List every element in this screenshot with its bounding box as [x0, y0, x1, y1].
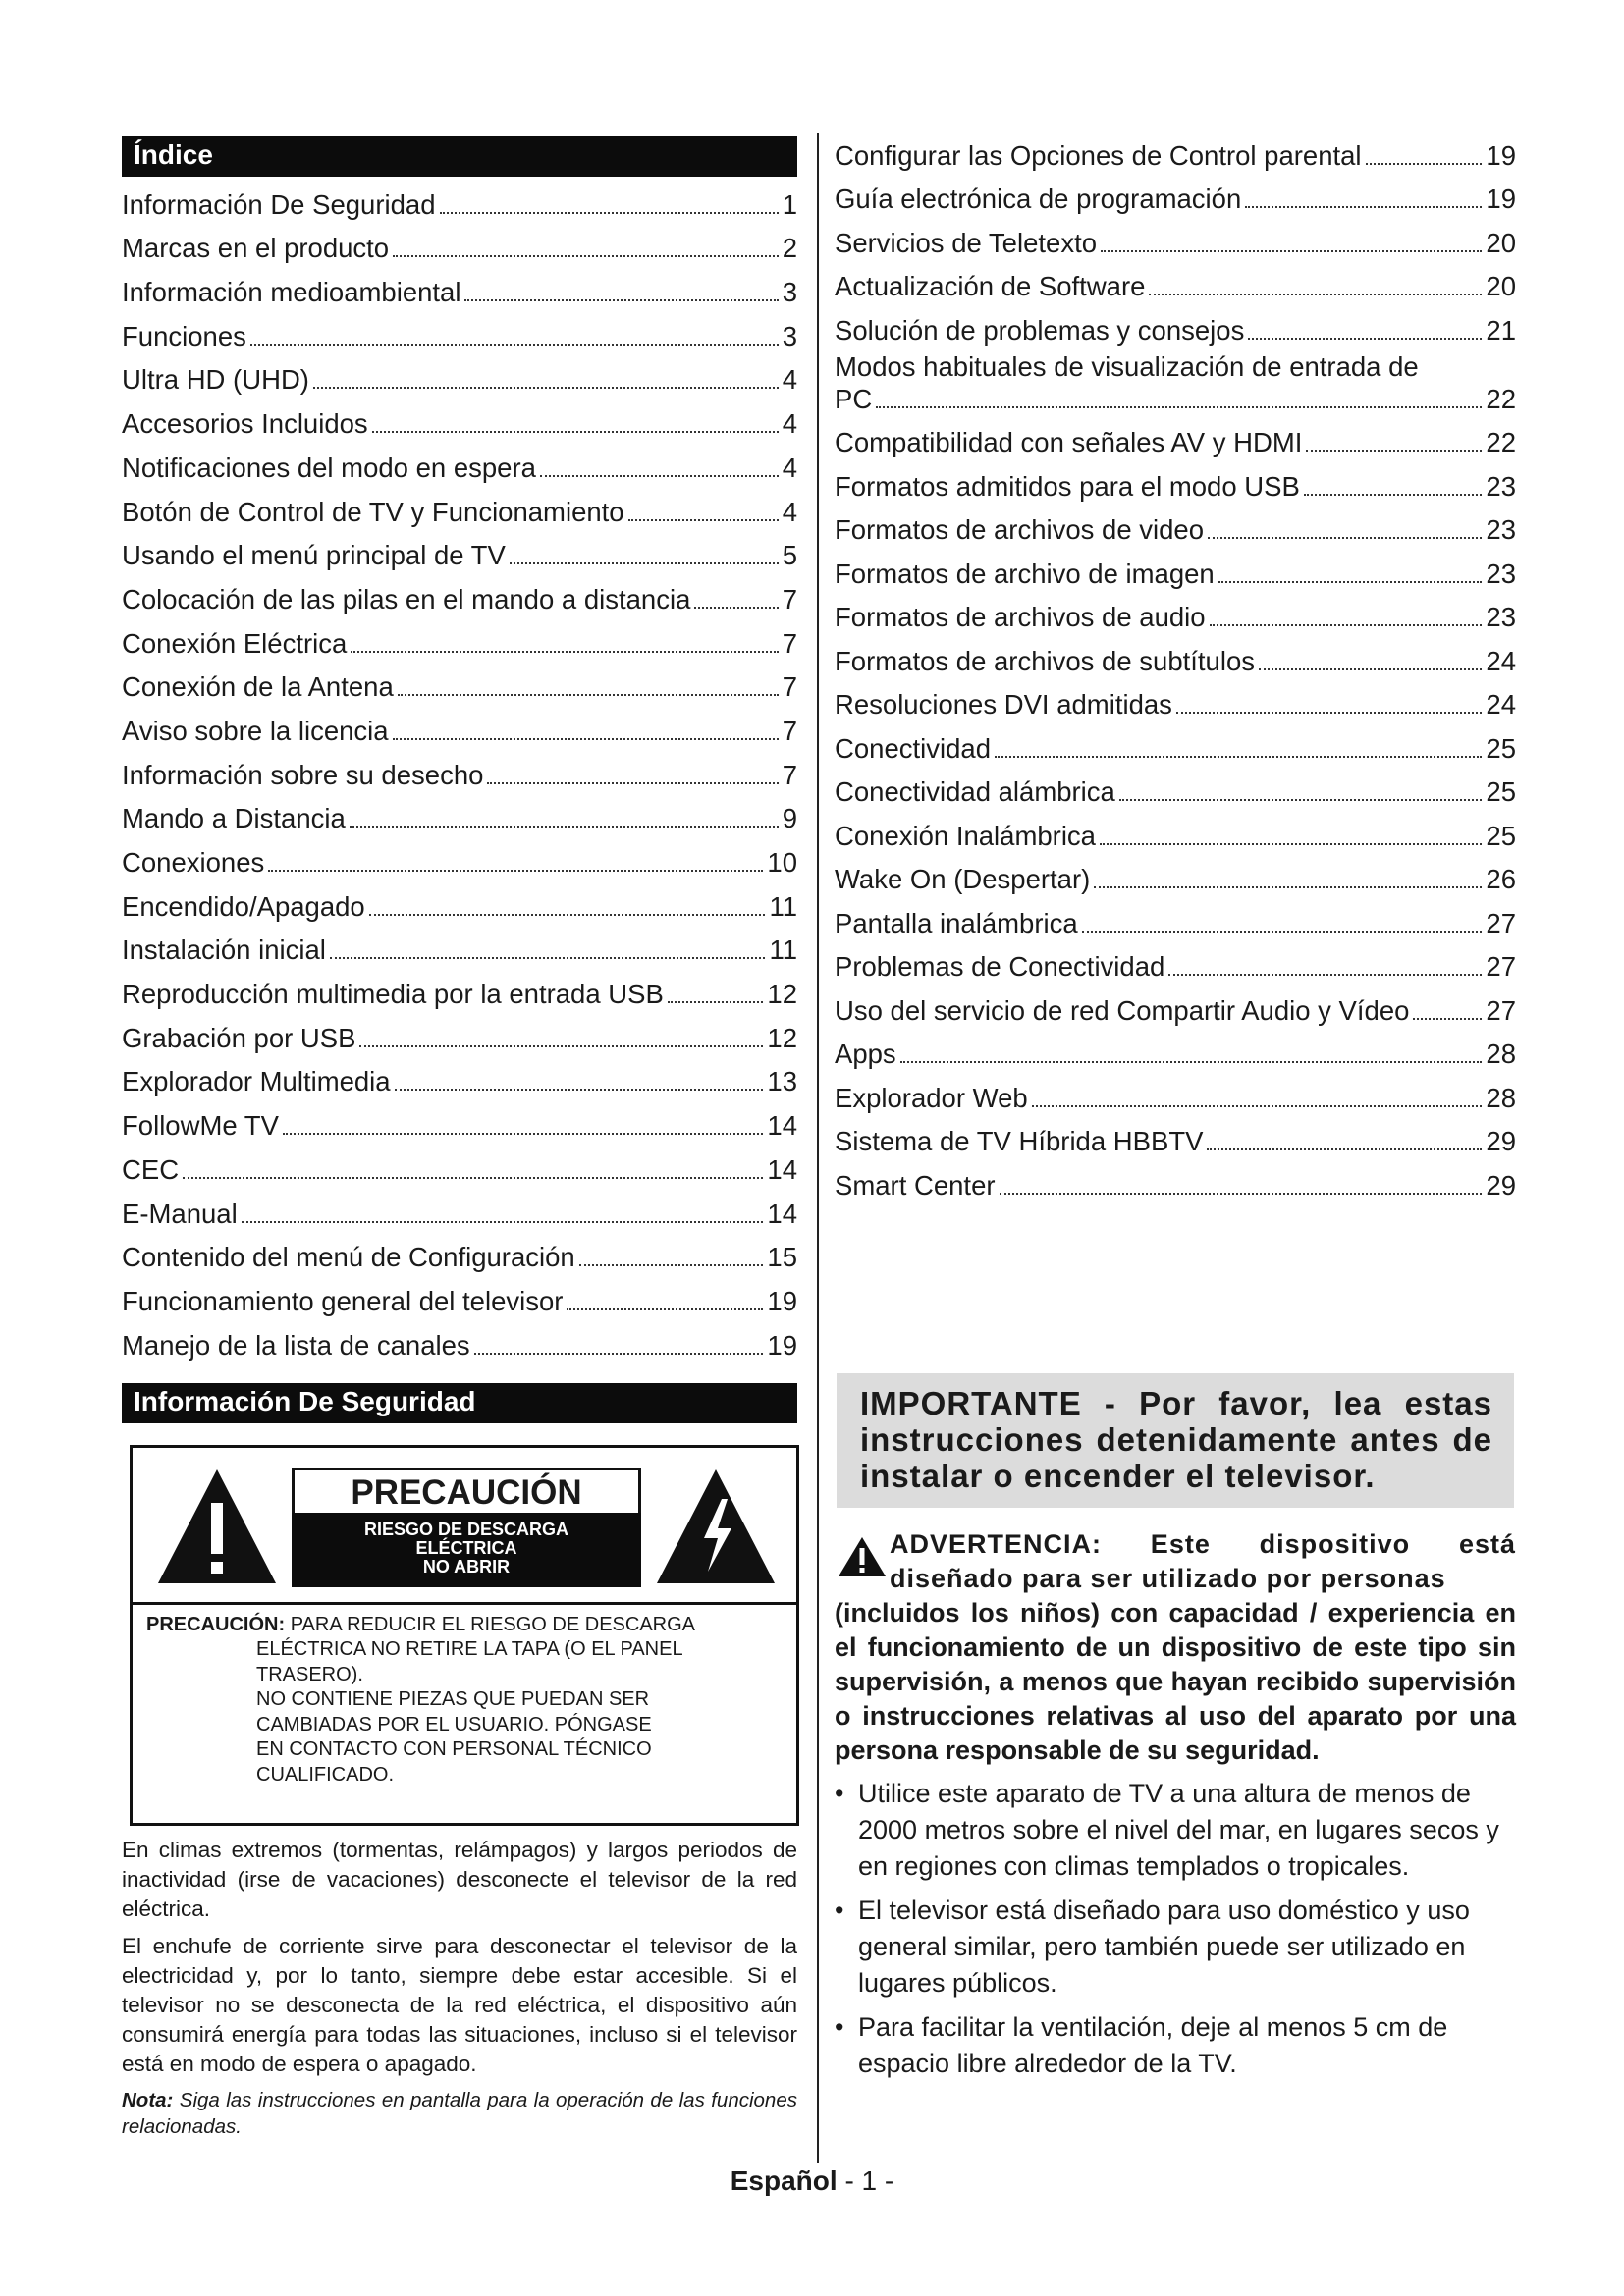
- toc-entry-title: Sistema de TV Híbrida HBBTV: [835, 1126, 1204, 1156]
- toc-entry-title: Formatos de archivos de video: [835, 514, 1205, 545]
- toc-entry-page: 5: [782, 540, 797, 571]
- caution-line: PARA REDUCIR EL RIESGO DE DESCARGA: [290, 1613, 696, 1635]
- note-text: Siga las instrucciones en pantalla para la operación de las funciones relacionadas.: [122, 2088, 797, 2138]
- toc-entry-title: Smart Center: [835, 1169, 996, 1201]
- caution-label: PRECAUCIÓN:: [146, 1613, 286, 1635]
- toc-entry-page: 12: [767, 1022, 797, 1053]
- toc-entry-title: Guía electrónica de programación: [835, 184, 1242, 214]
- toc-header: Índice: [122, 136, 797, 177]
- toc-entry-title: Formatos de archivos de subtítulos: [835, 645, 1255, 676]
- toc-entry[interactable]: [122, 1054, 797, 1098]
- note-label: Nota:: [122, 2088, 174, 2111]
- toc-entry-page: 25: [1486, 820, 1516, 851]
- toc-entry-title: Grabación por USB: [122, 1022, 356, 1053]
- toc-entry[interactable]: [835, 302, 1516, 347]
- toc-dot-leader: [330, 957, 766, 959]
- toc-entry-page: 4: [782, 452, 797, 483]
- toc-entry[interactable]: [122, 221, 797, 265]
- toc-entry-title: Actualización de Software: [835, 271, 1146, 301]
- toc-dot-leader: [398, 694, 779, 696]
- toc-entry[interactable]: [122, 1010, 797, 1054]
- toc-entry[interactable]: [122, 528, 797, 572]
- toc-entry-title: Explorador Web: [835, 1082, 1028, 1113]
- toc-entry[interactable]: [835, 1027, 1516, 1071]
- toc-entry-page: 23: [1486, 470, 1516, 502]
- toc-entry[interactable]: [122, 308, 797, 352]
- toc-entry-title: Formatos admitidos para el modo USB: [835, 470, 1300, 502]
- toc-entry[interactable]: [835, 1114, 1516, 1158]
- toc-entry-title: Información sobre su desecho: [122, 759, 484, 790]
- toc-entry-title: Reproducción multimedia por la entrada USB: [122, 979, 664, 1010]
- toc-dot-leader: [1306, 450, 1482, 452]
- toc-entry[interactable]: [835, 895, 1516, 939]
- toc-entry-title: Servicios de Teletexto: [835, 227, 1097, 258]
- toc-dot-leader: [474, 1353, 764, 1355]
- toc-entry-title: CEC: [122, 1153, 180, 1185]
- toc-dot-leader: [250, 344, 779, 346]
- toc-entry[interactable]: [122, 879, 797, 923]
- toc-entry-title: Formatos de archivos de audio: [835, 602, 1206, 632]
- toc-dot-leader: [567, 1308, 763, 1310]
- toc-dot-leader: [1119, 799, 1483, 801]
- toc-entry-page: 13: [767, 1066, 797, 1097]
- safety-paragraph: El enchufe de corriente sirve para desconectar el televisor de la electricidad y, por lo tanto, siempre debe estar accesible. Si el televisor no se desconecta de la red eléctrica, el dispositivo aún consumirá energía para todas las situaciones, incluso si el televisor está en modo de espera o apagado.: [122, 1933, 797, 2076]
- toc-dot-leader: [1000, 1193, 1483, 1195]
- toc-dot-leader: [1259, 668, 1482, 670]
- toc-dot-leader: [1101, 250, 1482, 252]
- toc-entry-page: 27: [1486, 994, 1516, 1026]
- toc-entry[interactable]: [122, 1186, 797, 1230]
- toc-entry-page: 29: [1486, 1126, 1516, 1156]
- toc-entry-page: 23: [1486, 558, 1516, 589]
- toc-entry[interactable]: [122, 396, 797, 440]
- toc-entry[interactable]: [122, 1142, 797, 1186]
- toc-entry[interactable]: [122, 1230, 797, 1274]
- exclamation-warning-icon: [154, 1466, 280, 1587]
- toc-entry-title: Aviso sobre la licencia: [122, 715, 389, 746]
- toc-entry-page: 20: [1486, 227, 1516, 258]
- toc-entry-title: Contenido del menú de Configuración: [122, 1242, 575, 1273]
- toc-entry-title: Funciones: [122, 320, 246, 351]
- right-column: [835, 128, 1516, 2090]
- toc-entry-page: 9: [782, 803, 797, 834]
- toc-entry[interactable]: [122, 703, 797, 747]
- toc-dot-leader: [1082, 931, 1483, 933]
- toc-entry-page: 3: [782, 320, 797, 351]
- toc-entry-page: 23: [1486, 514, 1516, 545]
- toc-dot-leader: [369, 914, 766, 916]
- toc-entry-title: Instalación inicial: [122, 934, 326, 966]
- toc-entry-page: 21: [1486, 314, 1516, 346]
- toc-entry-title: Compatibilidad con señales AV y HDMI: [835, 427, 1303, 457]
- toc-entry-title: Resoluciones DVI admitidas: [835, 689, 1172, 720]
- toc-entry[interactable]: [122, 747, 797, 791]
- toc-entry-page: 22: [1486, 383, 1516, 414]
- toc-entry-page: 20: [1486, 271, 1516, 301]
- caution-line: CAMBIADAS POR EL USUARIO. PÓNGASE: [256, 1713, 652, 1735]
- toc-entry-page: 27: [1486, 907, 1516, 938]
- left-column: [122, 136, 797, 2148]
- toc-list-left: [122, 177, 797, 1362]
- toc-dot-leader: [242, 1221, 764, 1223]
- toc-entry-page: 19: [767, 1329, 797, 1361]
- bullet-item: • El televisor está diseñado para uso doméstico y uso general similar, pero también puede ser utilizado en lugares públicos.: [835, 1893, 1516, 2002]
- toc-entry[interactable]: [835, 458, 1516, 503]
- toc-dot-leader: [1248, 338, 1482, 340]
- toc-entry-title: Encendido/Apagado: [122, 890, 365, 922]
- toc-entry[interactable]: [122, 791, 797, 835]
- toc-dot-leader: [372, 431, 779, 433]
- toc-entry-page: 24: [1486, 689, 1516, 720]
- page-footer: [0, 2165, 1624, 2197]
- caution-rule: [133, 1602, 796, 1605]
- toc-entry-title: Conectividad: [835, 732, 991, 764]
- toc-entry-title-continued: PC: [835, 383, 873, 414]
- toc-entry-page: 2: [782, 233, 797, 264]
- toc-entry-title: Información De Seguridad: [122, 188, 436, 220]
- toc-entry-page: 14: [767, 1110, 797, 1142]
- toc-dot-leader: [579, 1264, 764, 1266]
- lightning-warning-icon: [653, 1466, 779, 1587]
- toc-entry-title: Botón de Control de TV y Funcionamiento: [122, 496, 624, 527]
- toc-dot-leader: [1149, 294, 1482, 295]
- toc-entry-title: Explorador Multimedia: [122, 1066, 391, 1097]
- footer-page-number: - 1 -: [844, 2165, 894, 2196]
- toc-dot-leader: [668, 1001, 764, 1003]
- toc-dot-leader: [540, 475, 779, 477]
- toc-entry-title: Notificaciones del modo en espera: [122, 452, 536, 483]
- caution-box: [130, 1445, 799, 1826]
- toc-entry-title: Información medioambiental: [122, 277, 461, 308]
- toc-entry-page: 11: [769, 890, 797, 922]
- toc-entry-page: 7: [782, 583, 797, 614]
- toc-entry-title: Apps: [835, 1039, 896, 1069]
- caution-text: [146, 1613, 786, 1789]
- toc-entry[interactable]: [835, 259, 1516, 303]
- toc-entry-page: 19: [767, 1285, 797, 1316]
- warning-icon: [837, 1535, 888, 1578]
- toc-entry[interactable]: [122, 264, 797, 308]
- toc-entry-page: 10: [767, 847, 797, 878]
- toc-dot-leader: [183, 1177, 763, 1179]
- toc-entry-title: Colocación de las pilas en el mando a distancia: [122, 583, 691, 614]
- caution-line: TRASERO).: [256, 1663, 363, 1685]
- toc-dot-leader: [1245, 206, 1482, 208]
- warning-block: [835, 1527, 1516, 1768]
- toc-entry-page: 14: [767, 1198, 797, 1229]
- toc-entry[interactable]: [835, 215, 1516, 259]
- toc-entry-page: 4: [782, 496, 797, 527]
- toc-entry-page: 19: [1486, 184, 1516, 214]
- toc-dot-leader: [464, 299, 778, 301]
- toc-entry-line2: [835, 382, 1516, 415]
- toc-dot-leader: [510, 562, 779, 564]
- toc-entry-title: Pantalla inalámbrica: [835, 907, 1078, 938]
- toc-entry-page: 22: [1486, 427, 1516, 457]
- toc-entry-page: 3: [782, 277, 797, 308]
- toc-dot-leader: [694, 607, 778, 609]
- toc-entry[interactable]: [835, 765, 1516, 809]
- toc-entry-page: 24: [1486, 645, 1516, 676]
- toc-entry[interactable]: [122, 1317, 797, 1362]
- toc-dot-leader: [1366, 163, 1483, 165]
- bullet-item: • Para facilitar la ventilación, deje al menos 5 cm de espacio libre alrededor de la TV.: [835, 2009, 1516, 2082]
- toc-entry[interactable]: [835, 128, 1516, 172]
- toc-dot-leader: [1210, 624, 1483, 626]
- toc-entry[interactable]: [122, 1273, 797, 1317]
- toc-dot-leader: [395, 1089, 764, 1091]
- toc-entry-page: 19: [1486, 139, 1516, 171]
- caution-shock-label: [292, 1513, 641, 1587]
- toc-dot-leader: [359, 1045, 763, 1047]
- caution-line: ELÉCTRICA NO RETIRE LA TAPA (O EL PANEL: [256, 1638, 683, 1661]
- toc-entry-title: Mando a Distancia: [122, 803, 346, 834]
- toc-entry-page: 7: [782, 715, 797, 746]
- toc-entry[interactable]: [835, 1070, 1516, 1114]
- toc-list-right: [835, 128, 1516, 1201]
- toc-entry-page: 29: [1486, 1169, 1516, 1201]
- toc-dot-leader: [900, 1061, 1483, 1063]
- toc-entry-title: Conectividad alámbrica: [835, 776, 1115, 807]
- toc-entry-page: 25: [1486, 732, 1516, 764]
- toc-entry-title: Funcionamiento general del televisor: [122, 1285, 564, 1316]
- footer-language: Español: [730, 2165, 838, 2196]
- toc-entry-title: Conexiones: [122, 847, 265, 878]
- toc-entry-page: 27: [1486, 951, 1516, 982]
- toc-entry-page: 4: [782, 408, 797, 440]
- caution-title: PRECAUCIÓN: [292, 1468, 641, 1516]
- caution-black-line: ELÉCTRICA: [415, 1537, 517, 1558]
- toc-entry[interactable]: [835, 633, 1516, 677]
- toc-entry-title: Marcas en el producto: [122, 233, 390, 264]
- caution-line: EN CONTACTO CON PERSONAL TÉCNICO: [256, 1738, 652, 1761]
- toc-entry[interactable]: [122, 1097, 797, 1142]
- toc-entry-title: Uso del servicio de red Compartir Audio y Vídeo: [835, 994, 1410, 1026]
- warning-rest: (incluidos los niños) con capacidad / experiencia en el funcionamiento de un dispositivo de este tipo sin supervisión, a menos que hayan recibido supervisión o instrucciones relativas al uso del aparato por una persona responsable de su seguridad.: [835, 1597, 1516, 1765]
- toc-entry[interactable]: [835, 808, 1516, 852]
- toc-entry[interactable]: [835, 983, 1516, 1027]
- toc-entry[interactable]: [122, 484, 797, 528]
- toc-dot-leader: [1094, 886, 1482, 888]
- toc-dot-leader: [268, 870, 763, 872]
- toc-entry-page: 12: [767, 979, 797, 1010]
- toc-entry[interactable]: [122, 571, 797, 615]
- toc-entry-page: 1: [782, 188, 797, 220]
- toc-entry-page: 23: [1486, 602, 1516, 632]
- toc-entry-title: Conexión Eléctrica: [122, 627, 348, 659]
- toc-entry-title: Conexión de la Antena: [122, 671, 394, 703]
- toc-entry-title: Formatos de archivo de imagen: [835, 558, 1215, 589]
- toc-entry-page: 7: [782, 671, 797, 703]
- toc-entry-page: 4: [782, 364, 797, 396]
- toc-entry-title: Problemas de Conectividad: [835, 951, 1165, 982]
- toc-entry-title: FollowMe TV: [122, 1110, 279, 1142]
- toc-dot-leader: [351, 651, 778, 653]
- toc-entry-page: 26: [1486, 864, 1516, 894]
- toc-entry-title: Usando el menú principal de TV: [122, 540, 506, 571]
- toc-dot-leader: [876, 406, 1482, 408]
- toc-dot-leader: [487, 782, 778, 784]
- toc-entry[interactable]: [835, 590, 1516, 634]
- toc-dot-leader: [1168, 974, 1482, 976]
- safety-paragraphs: [122, 1836, 797, 2140]
- toc-entry[interactable]: [835, 677, 1516, 721]
- toc-entry-page: 25: [1486, 776, 1516, 807]
- toc-dot-leader: [1413, 1018, 1482, 1020]
- toc-entry-page: 7: [782, 627, 797, 659]
- toc-entry[interactable]: [122, 834, 797, 879]
- safety-paragraph: En climas extremos (tormentas, relámpagos) y largos periodos de inactividad (irse de vacaciones) desconecte el televisor de la red eléctrica.: [122, 1837, 797, 1921]
- toc-dot-leader: [1304, 494, 1483, 496]
- toc-entry[interactable]: [122, 660, 797, 704]
- safety-header: Información De Seguridad: [122, 1383, 797, 1423]
- toc-entry-title: Wake On (Despertar): [835, 864, 1091, 894]
- toc-dot-leader: [313, 387, 779, 389]
- toc-entry[interactable]: [122, 440, 797, 484]
- toc-entry[interactable]: [122, 615, 797, 660]
- bullet-item: • Utilice este aparato de TV a una altura de menos de 2000 metros sobre el nivel del mar, en lugares secos y en regiones con climas templados o tropicales.: [835, 1776, 1516, 1885]
- warning-first-line: ADVERTENCIA: Este dispositivo está diseñado para ser utilizado por personas: [890, 1528, 1516, 1593]
- toc-entry[interactable]: [122, 177, 797, 221]
- toc-dot-leader: [393, 255, 779, 257]
- toc-entry[interactable]: [122, 966, 797, 1010]
- toc-entry-title: Ultra HD (UHD): [122, 364, 309, 396]
- toc-entry[interactable]: [835, 1157, 1516, 1201]
- caution-black-line: NO ABRIR: [422, 1556, 511, 1576]
- toc-dot-leader: [393, 738, 779, 740]
- toc-entry-title: E-Manual: [122, 1198, 238, 1229]
- toc-entry-title: Accesorios Incluidos: [122, 408, 368, 440]
- column-divider: [817, 133, 819, 2163]
- toc-entry-title: Conexión Inalámbrica: [835, 820, 1096, 851]
- toc-dot-leader: [283, 1133, 763, 1135]
- toc-dot-leader: [1208, 537, 1482, 539]
- toc-entry-title: Configurar las Opciones de Control parental: [835, 139, 1362, 171]
- caution-line: NO CONTIENE PIEZAS QUE PUEDAN SER: [256, 1688, 650, 1711]
- toc-entry[interactable]: [835, 721, 1516, 765]
- toc-dot-leader: [1032, 1105, 1483, 1107]
- toc-dot-leader: [628, 519, 779, 521]
- toc-entry[interactable]: [835, 852, 1516, 896]
- toc-entry[interactable]: [835, 939, 1516, 984]
- toc-entry[interactable]: [122, 923, 797, 967]
- toc-dot-leader: [1218, 581, 1483, 583]
- toc-entry-page: 11: [769, 934, 797, 966]
- caution-line: CUALIFICADO.: [256, 1763, 395, 1786]
- toc-dot-leader: [1100, 843, 1482, 845]
- caution-black-line: RIESGO DE DESCARGA: [363, 1519, 569, 1539]
- toc-entry-page: 7: [782, 759, 797, 790]
- toc-entry-page: 14: [767, 1153, 797, 1185]
- toc-entry[interactable]: [835, 415, 1516, 459]
- toc-dot-leader: [1176, 712, 1482, 714]
- toc-entry-title: Manejo de la lista de canales: [122, 1329, 470, 1361]
- toc-entry-page: 28: [1486, 1039, 1516, 1069]
- toc-entry[interactable]: [835, 172, 1516, 216]
- toc-dot-leader: [995, 756, 1482, 758]
- toc-dot-leader: [440, 212, 779, 214]
- toc-entry[interactable]: [835, 347, 1516, 415]
- toc-entry[interactable]: [835, 546, 1516, 590]
- important-bullets: [835, 1776, 1516, 2082]
- toc-entry-page: 28: [1486, 1082, 1516, 1113]
- toc-entry[interactable]: [122, 352, 797, 397]
- toc-entry-page: 15: [767, 1242, 797, 1273]
- toc-entry-title: Modos habituales de visualización de entrada de: [835, 350, 1419, 382]
- toc-dot-leader: [1207, 1148, 1482, 1150]
- toc-entry-title: Solución de problemas y consejos: [835, 314, 1245, 346]
- important-box: IMPORTANTE - Por favor, lea estas instrucciones detenidamente antes de instalar o encender el televisor.: [837, 1373, 1514, 1508]
- toc-entry[interactable]: [835, 503, 1516, 547]
- toc-dot-leader: [350, 826, 779, 828]
- safety-note: [122, 2087, 797, 2140]
